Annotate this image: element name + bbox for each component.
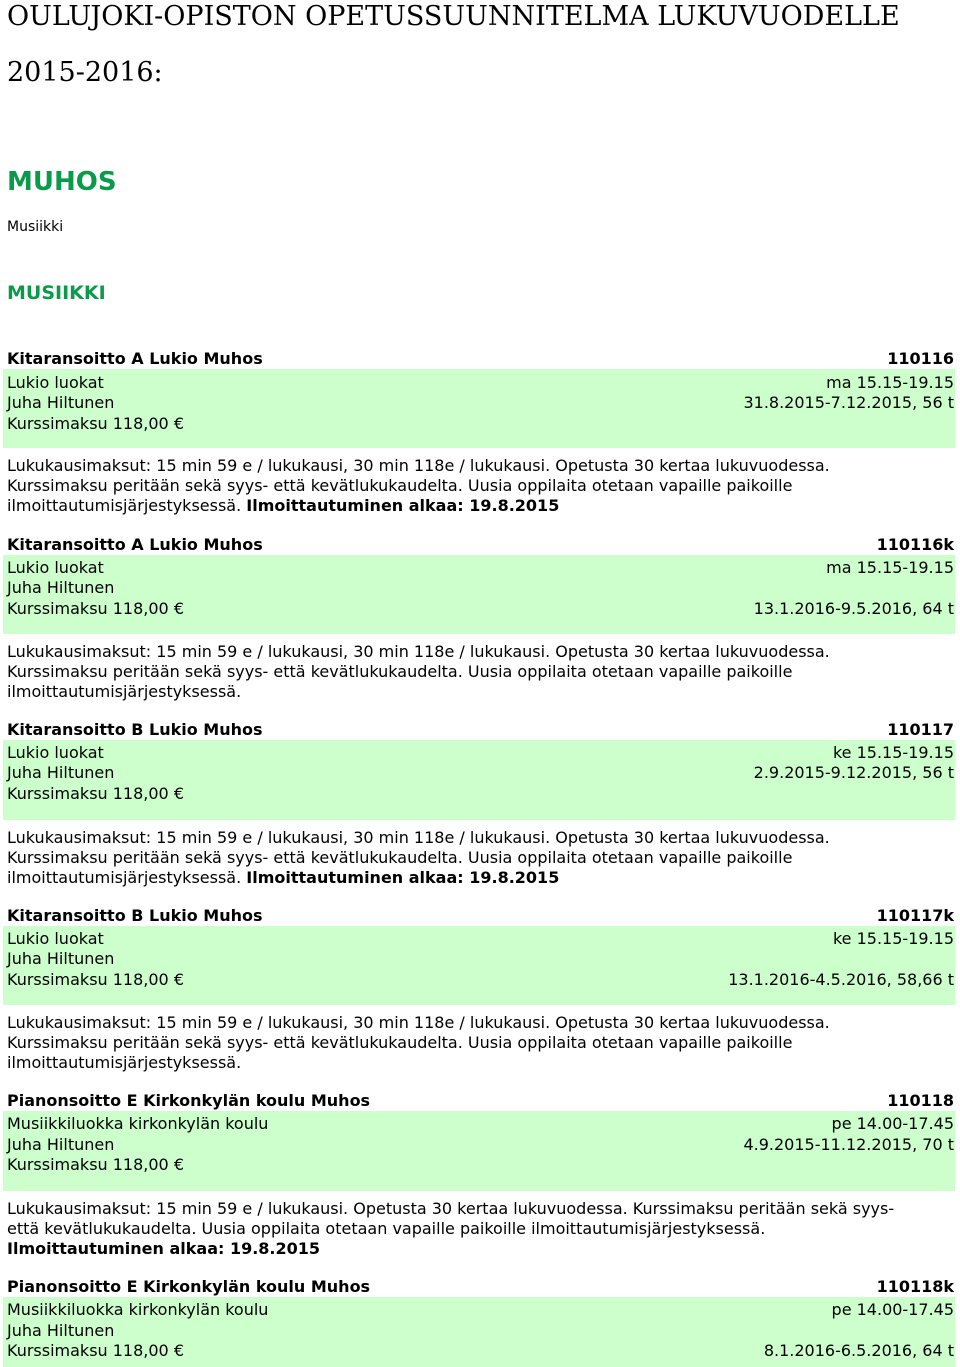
- course-name: Pianonsoitto E Kirkonkylän koulu Muhos: [7, 1091, 371, 1110]
- course-description: [0, 634, 913, 702]
- course-description-text: Lukukausimaksut: 15 min 59 e / lukukausi. Opetusta 30 kertaa lukuvuodessa. Kurssimaksu peritään sekä syys- että kevätlukukaudelta. Uusia oppilaita otetaan vapaille paikoille ilmoittautumisjärjestyksessä.: [7, 1199, 895, 1238]
- course-time: ma 15.15-19.15: [826, 558, 954, 577]
- course-header: [0, 1091, 960, 1111]
- course-name: Kitaransoitto B Lukio Muhos: [7, 720, 263, 739]
- course-fee: Kurssimaksu 118,00 €: [7, 1155, 184, 1174]
- course-details: [3, 1297, 955, 1367]
- course-details: [3, 1111, 955, 1191]
- course-header: [0, 349, 960, 369]
- course-description: [0, 820, 913, 888]
- course-header: [0, 1277, 960, 1297]
- course-description: [0, 1005, 913, 1073]
- course-entry: [0, 720, 960, 888]
- course-name: Kitaransoitto A Lukio Muhos: [7, 535, 263, 554]
- course-description-text: Lukukausimaksut: 15 min 59 e / lukukausi, 30 min 118e / lukukausi. Opetusta 30 kertaa lukuvuodessa. Kurssimaksu peritään sekä syys- että kevätlukukaudelta. Uusia oppilaita otetaan vapaille paikoille ilmoittautumisjärjestyksessä.: [7, 1013, 830, 1072]
- course-entry: [0, 349, 960, 516]
- course-details: [3, 555, 955, 634]
- course-name: Kitaransoitto A Lukio Muhos: [7, 349, 263, 368]
- course-description-text: Lukukausimaksut: 15 min 59 e / lukukausi, 30 min 118e / lukukausi. Opetusta 30 kertaa lukuvuodessa. Kurssimaksu peritään sekä syys- että kevätlukukaudelta. Uusia oppilaita otetaan vapaille paikoille ilmoittautumisjärjestyksessä.: [7, 456, 830, 515]
- course-time: pe 14.00-17.45: [831, 1114, 954, 1133]
- course-fee: Kurssimaksu 118,00 €: [7, 414, 184, 433]
- course-description: [0, 448, 913, 516]
- course-code: 110118: [887, 1091, 954, 1110]
- course-code: 110117: [887, 720, 954, 739]
- course-name: Pianonsoitto E Kirkonkylän koulu Muhos: [7, 1277, 371, 1296]
- page-title-line-1: OULUJOKI-OPISTON OPETUSSUUNNITELMA LUKUVUODELLE: [7, 1, 900, 32]
- course-place: Lukio luokat: [7, 373, 104, 392]
- course-entry: [0, 535, 960, 702]
- course-teacher: Juha Hiltunen: [7, 578, 115, 597]
- course-details: [3, 369, 955, 448]
- course-place: Lukio luokat: [7, 558, 104, 577]
- course-teacher: Juha Hiltunen: [7, 1321, 115, 1340]
- course-details: [3, 926, 955, 1005]
- course-details: [3, 740, 955, 820]
- course-place: Lukio luokat: [7, 929, 104, 948]
- course-fee: Kurssimaksu 118,00 €: [7, 599, 184, 618]
- course-dates: 2.9.2015-9.12.2015, 56 t: [753, 763, 954, 782]
- course-dates: 8.1.2016-6.5.2016, 64 t: [763, 1341, 954, 1360]
- course-description: [0, 1191, 913, 1259]
- course-fee: Kurssimaksu 118,00 €: [7, 784, 184, 803]
- course-teacher: Juha Hiltunen: [7, 393, 115, 412]
- course-registration: Ilmoittautuminen alkaa: 19.8.2015: [246, 496, 560, 515]
- course-teacher: Juha Hiltunen: [7, 1135, 115, 1154]
- course-description-text: Lukukausimaksut: 15 min 59 e / lukukausi, 30 min 118e / lukukausi. Opetusta 30 kertaa lukuvuodessa. Kurssimaksu peritään sekä syys- että kevätlukukaudelta. Uusia oppilaita otetaan vapaille paikoille ilmoittautumisjärjestyksessä.: [7, 828, 830, 887]
- page-title-line-2: 2015-2016:: [7, 57, 163, 88]
- course-code: 110116k: [876, 535, 954, 554]
- category-heading: MUSIIKKI: [7, 282, 106, 304]
- course-registration: Ilmoittautuminen alkaa: 19.8.2015: [246, 868, 560, 887]
- location-heading: MUHOS: [7, 167, 117, 197]
- course-description-text: Lukukausimaksut: 15 min 59 e / lukukausi, 30 min 118e / lukukausi. Opetusta 30 kertaa lukuvuodessa. Kurssimaksu peritään sekä syys- että kevätlukukaudelta. Uusia oppilaita otetaan vapaille paikoille ilmoittautumisjärjestyksessä.: [7, 642, 830, 701]
- course-time: ma 15.15-19.15: [826, 373, 954, 392]
- course-time: ke 15.15-19.15: [832, 743, 954, 762]
- course-dates: 13.1.2016-9.5.2016, 64 t: [753, 599, 954, 618]
- course-time: ke 15.15-19.15: [832, 929, 954, 948]
- course-dates: 31.8.2015-7.12.2015, 56 t: [743, 393, 954, 412]
- course-teacher: Juha Hiltunen: [7, 949, 115, 968]
- course-entry: [0, 1277, 960, 1367]
- course-header: [0, 720, 960, 740]
- course-entry: [0, 1091, 960, 1259]
- course-entry: [0, 906, 960, 1073]
- course-time: pe 14.00-17.45: [831, 1300, 954, 1319]
- course-place: Musiikkiluokka kirkonkylän koulu: [7, 1114, 269, 1133]
- course-place: Musiikkiluokka kirkonkylän koulu: [7, 1300, 269, 1319]
- course-code: 110117k: [876, 906, 954, 925]
- course-fee: Kurssimaksu 118,00 €: [7, 1341, 184, 1360]
- course-fee: Kurssimaksu 118,00 €: [7, 970, 184, 989]
- course-teacher: Juha Hiltunen: [7, 763, 115, 782]
- category-label: Musiikki: [7, 219, 64, 235]
- course-code: 110118k: [876, 1277, 954, 1296]
- course-dates: 13.1.2016-4.5.2016, 58,66 t: [728, 970, 954, 989]
- course-header: [0, 906, 960, 926]
- course-name: Kitaransoitto B Lukio Muhos: [7, 906, 263, 925]
- course-dates: 4.9.2015-11.12.2015, 70 t: [743, 1135, 954, 1154]
- course-code: 110116: [887, 349, 954, 368]
- course-place: Lukio luokat: [7, 743, 104, 762]
- course-header: [0, 535, 960, 555]
- course-registration: Ilmoittautuminen alkaa: 19.8.2015: [7, 1239, 321, 1258]
